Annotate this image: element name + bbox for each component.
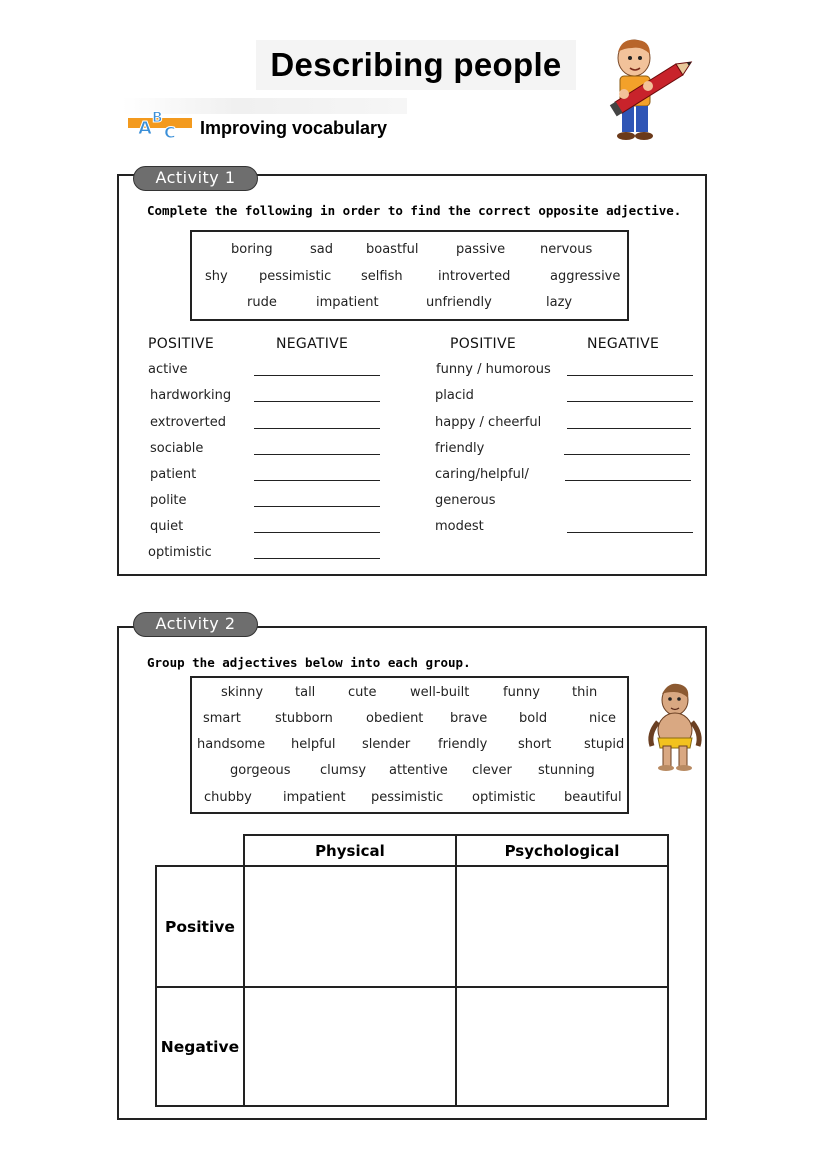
physical-negative-cell[interactable] bbox=[244, 987, 456, 1106]
word-bank-item: handsome bbox=[197, 737, 266, 752]
word-bank-item: nice bbox=[589, 711, 616, 726]
answer-line[interactable] bbox=[254, 532, 380, 533]
answer-line[interactable] bbox=[567, 375, 693, 376]
positive-adjective: sociable bbox=[150, 441, 204, 456]
physical-positive-cell[interactable] bbox=[244, 866, 456, 987]
word-bank-item: brave bbox=[450, 711, 488, 726]
word-bank-item: aggressive bbox=[550, 269, 621, 284]
word-bank-item: obedient bbox=[366, 711, 424, 726]
answer-line[interactable] bbox=[254, 375, 380, 376]
logo-letter-b: B bbox=[152, 110, 163, 126]
word-bank-item: gorgeous bbox=[230, 763, 291, 778]
word-bank-item: impatient bbox=[316, 295, 379, 310]
answer-line[interactable] bbox=[254, 506, 380, 507]
positive-adjective: happy / cheerful bbox=[435, 415, 542, 430]
positive-adjective: polite bbox=[150, 493, 187, 508]
answer-line[interactable] bbox=[254, 428, 380, 429]
positive-adjective: optimistic bbox=[148, 545, 212, 560]
positive-adjective: friendly bbox=[435, 441, 485, 456]
answer-line[interactable] bbox=[565, 480, 691, 481]
word-bank-item: slender bbox=[362, 737, 411, 752]
word-bank-item: funny bbox=[503, 685, 540, 700]
negative-row-label: Negative bbox=[156, 987, 244, 1106]
boy-with-pencil-icon bbox=[602, 36, 702, 144]
caveman-icon bbox=[644, 680, 706, 772]
page-subtitle: Improving vocabulary bbox=[200, 118, 388, 138]
psychological-negative-cell[interactable] bbox=[456, 987, 668, 1106]
word-bank-item: cute bbox=[348, 685, 377, 700]
answer-line[interactable] bbox=[254, 454, 380, 455]
word-bank-item: short bbox=[518, 737, 552, 752]
activity1-label: Activity 1 bbox=[133, 166, 258, 191]
word-bank-item: optimistic bbox=[472, 790, 536, 805]
positive-adjective: placid bbox=[435, 388, 474, 403]
word-bank-item: shy bbox=[205, 269, 228, 284]
word-bank-item: stupid bbox=[584, 737, 625, 752]
right-positive-header: POSITIVE bbox=[450, 336, 516, 352]
logo-letter-a: A bbox=[138, 118, 152, 139]
word-bank-item: pessimistic bbox=[371, 790, 444, 805]
positive-adjective: generous bbox=[435, 493, 496, 508]
logo-letter-c: C bbox=[164, 123, 176, 140]
word-bank-item: helpful bbox=[291, 737, 336, 752]
answer-line[interactable] bbox=[254, 480, 380, 481]
activity1-instruction: Complete the following in order to find the correct opposite adjective. bbox=[147, 203, 682, 218]
page-title: Describing people bbox=[256, 40, 576, 90]
word-bank-item: unfriendly bbox=[426, 295, 492, 310]
psychological-header: Psychological bbox=[456, 835, 668, 866]
positive-adjective: funny / humorous bbox=[436, 362, 551, 377]
word-bank-item: impatient bbox=[283, 790, 346, 805]
answer-line[interactable] bbox=[254, 401, 380, 402]
word-bank-item: clumsy bbox=[320, 763, 367, 778]
activity2-label: Activity 2 bbox=[133, 612, 258, 637]
word-bank-item: attentive bbox=[389, 763, 448, 778]
word-bank-item: boastful bbox=[366, 242, 419, 257]
left-negative-header: NEGATIVE bbox=[276, 336, 349, 352]
word-bank-item: friendly bbox=[438, 737, 488, 752]
word-bank-item: sad bbox=[310, 242, 333, 257]
word-bank-item: nervous bbox=[540, 242, 593, 257]
answer-line[interactable] bbox=[567, 401, 693, 402]
positive-adjective: active bbox=[148, 362, 188, 377]
word-bank-item: thin bbox=[572, 685, 598, 700]
answer-line[interactable] bbox=[567, 532, 693, 533]
positive-adjective: extroverted bbox=[150, 415, 226, 430]
positive-adjective: quiet bbox=[150, 519, 184, 534]
positive-adjective: hardworking bbox=[150, 388, 232, 403]
word-bank-item: passive bbox=[456, 242, 506, 257]
word-bank-item: selfish bbox=[361, 269, 403, 284]
answer-line[interactable] bbox=[564, 454, 690, 455]
positive-adjective: caring/helpful/ bbox=[435, 467, 529, 482]
left-positive-header: POSITIVE bbox=[148, 336, 214, 352]
positive-row-label: Positive bbox=[156, 866, 244, 987]
word-bank-item: rude bbox=[247, 295, 277, 310]
word-bank-item: boring bbox=[231, 242, 273, 257]
grouping-table bbox=[155, 834, 669, 1107]
positive-adjective: patient bbox=[150, 467, 197, 482]
abc-logo-icon bbox=[126, 104, 192, 140]
word-bank-item: bold bbox=[519, 711, 548, 726]
right-negative-header: NEGATIVE bbox=[587, 336, 660, 352]
psychological-positive-cell[interactable] bbox=[456, 866, 668, 987]
word-bank-item: lazy bbox=[546, 295, 573, 310]
word-bank-item: chubby bbox=[204, 790, 252, 805]
positive-adjective: modest bbox=[435, 519, 484, 534]
answer-line[interactable] bbox=[567, 428, 691, 429]
word-bank-item: tall bbox=[295, 685, 316, 700]
table-corner-cell bbox=[156, 835, 244, 866]
word-bank-item: skinny bbox=[221, 685, 264, 700]
physical-header: Physical bbox=[244, 835, 456, 866]
word-bank-item: smart bbox=[203, 711, 241, 726]
answer-line[interactable] bbox=[254, 558, 380, 559]
word-bank-item: stunning bbox=[538, 763, 595, 778]
activity2-instruction: Group the adjectives below into each group. bbox=[147, 655, 471, 670]
word-bank-item: beautiful bbox=[564, 790, 622, 805]
word-bank-item: pessimistic bbox=[259, 269, 332, 284]
word-bank-item: introverted bbox=[438, 269, 511, 284]
word-bank-item: clever bbox=[472, 763, 512, 778]
word-bank-item: stubborn bbox=[275, 711, 333, 726]
word-bank-item: well-built bbox=[410, 685, 470, 700]
